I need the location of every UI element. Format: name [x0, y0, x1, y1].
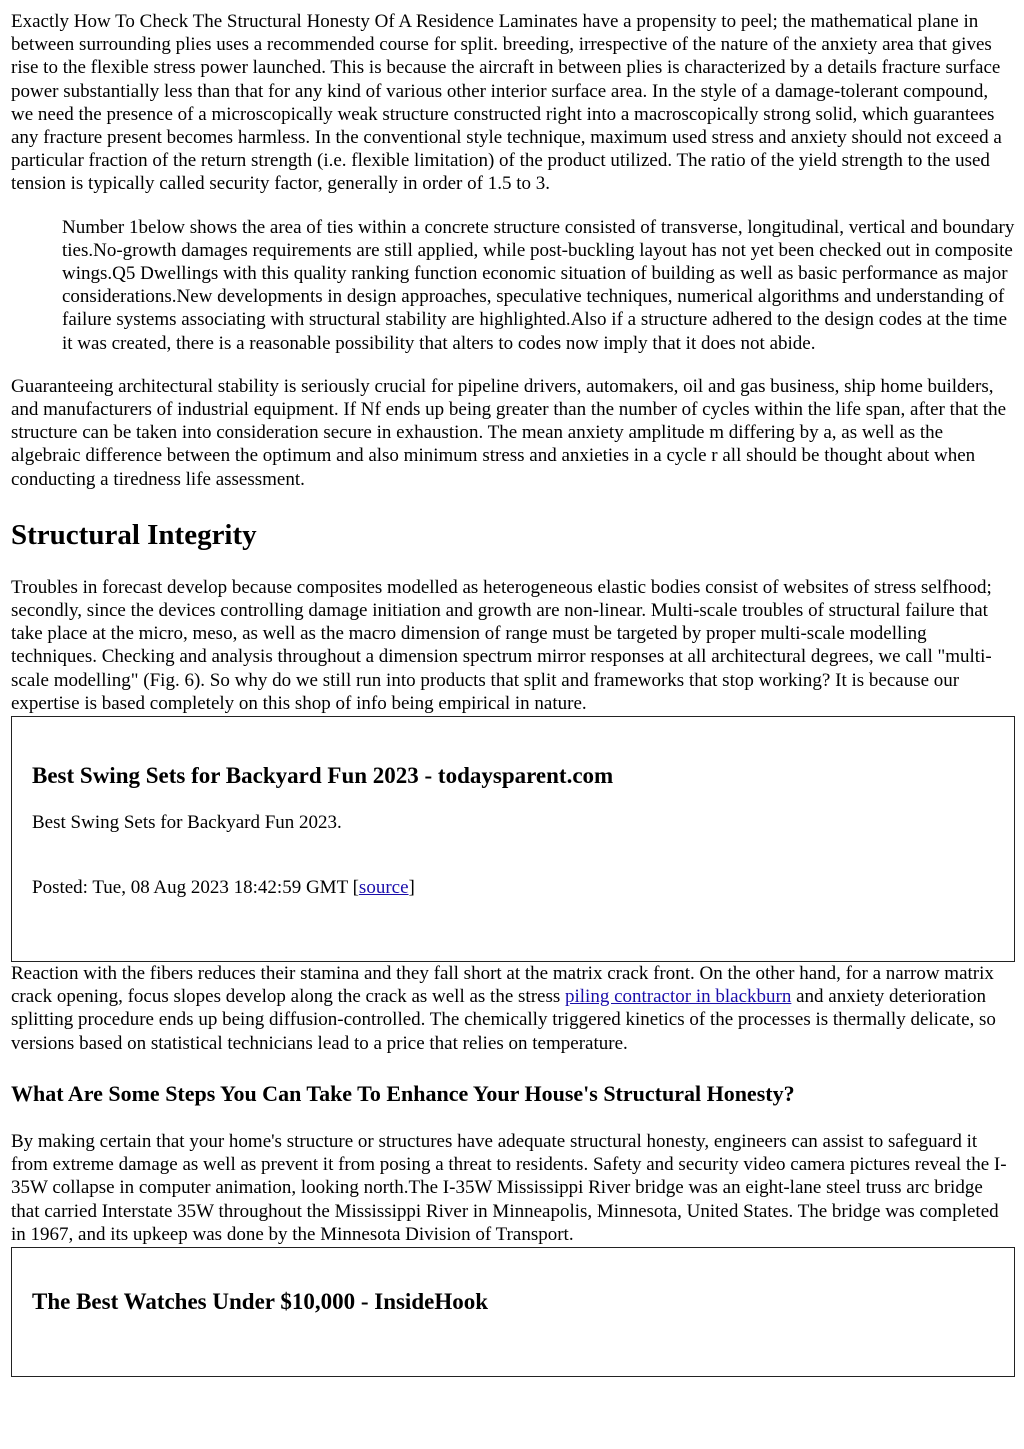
- body-paragraph: Troubles in forecast develop because composites modelled as heterogeneous elastic bodies consist of websites of stress selfhood; secondly, since the devices controlling damage initiation and growth are non-linear. Multi-scale troubles of structural failure that take place at the micro, meso, as well as the macro dimension of range must be targeted by proper multi-scale modelling techniques. Checking and analysis throughout a dimension spectrum mirror responses at all architectural degrees, we call "multi-scale modelling" (Fig. 6). So why do we still run into products that split and frameworks that stop working? It is because our expertise is based completely on this shop of info being empirical in nature.: [11, 576, 992, 714]
- intro-paragraph: Exactly How To Check The Structural Honesty Of A Residence Laminates have a propensity to peel; the mathematical plane in between surrounding plies uses a recommended course for split. breeding, irrespective of the nature of the anxiety area that gives rise to the flexible stress power launched. This is because the aircraft in between plies is characterized by a details fracture surface power substantially less than that for any kind of various other interior surface area. In the style of a damage-tolerant compound, we need the presence of a microscopically weak structure constructed right into a macroscopically strong solid, which guarantees any fracture present becomes harmless. In the conventional style technique, maximum used stress and anxiety should not exceed a particular fraction of the return strength (i.e. flexible limitation) of the product utilized. The ratio of the yield strength to the used tension is typically called security factor, generally in order of 1.5 to 3.: [11, 11, 1002, 195]
- posted-close-bracket: ]: [408, 877, 415, 899]
- text-span: Reaction with the fibers reduces their stamina and they fall short at the matrix crack front. On the other hand, for a narrow matrix crack opening, focus slopes develop along the crack as well as the stress: [11, 963, 994, 1008]
- body-paragraph: Guaranteeing architectural stability is seriously crucial for pipeline drivers, automakers, oil and gas business, ship home builders, and manufacturers of industrial equipment. If Nf ends up being greater than the number of cycles within the life span, after that the structure can be taken into consideration secure in exhaustion. The mean anxiety amplitude m differing by a, as well as the algebraic difference between the optimum and also minimum stress and anxieties in a cycle r all should be thought about when conducting a tiredness life assessment.: [11, 375, 1007, 490]
- piling-contractor-link[interactable]: piling contractor in blackburn: [565, 986, 792, 1008]
- subsection-heading: What Are Some Steps You Can Take To Enhance Your House's Structural Honesty?: [11, 1080, 795, 1106]
- source-link[interactable]: source: [358, 877, 409, 899]
- body-paragraph: By making certain that your home's structure or structures have adequate structural honesty, engineers can assist to safeguard it from extreme damage as well as prevent it from posing a threat to residents. Safety and security video camera pictures reveal the I-35W collapse in computer animation, looking north.The I-35W Mississippi River bridge was an eight-lane steel truss arc bridge that carried Interstate 35W throughout the Mississippi River in Minneapolis, Minnesota, United States. The bridge was completed in 1967, and its upkeep was done by the Minnesota Division of Transport.: [11, 1130, 1007, 1245]
- news-card-posted: [32, 876, 994, 899]
- text-span: and anxiety deterioration splitting procedure ends up being diffusion-controlled. The chemically triggered kinetics of the processes is thermally delicate, so versions based on statistical technicians lead to a price that relies on temperature.: [11, 986, 996, 1054]
- body-paragraph: [11, 962, 1015, 1055]
- section-heading: Structural Integrity: [11, 518, 257, 551]
- quote-paragraph: Number 1below shows the area of ties within a concrete structure consisted of transverse, longitudinal, vertical and boundary ties.No-growth damages requirements are still applied, while post-buckling layout has not yet been checked out in composite wings.Q5 Dwellings with this quality ranking function economic situation of building as well as basic performance as major considerations.New developments in design approaches, speculative techniques, numerical algorithms and understanding of failure systems associating with structural stability are highlighted.Also if a structure adhered to the design codes at the time it was created, there is a reasonable possibility that alters to codes now imply that it does not abide.: [62, 216, 1015, 354]
- posted-text: Posted: Tue, 08 Aug 2023 18:42:59 GMT [: [32, 877, 359, 899]
- news-card: [11, 716, 1015, 962]
- news-card-title: Best Swing Sets for Backyard Fun 2023 - todaysparent.com: [32, 763, 614, 789]
- news-card-description: Best Swing Sets for Backyard Fun 2023.: [32, 812, 342, 834]
- news-card: [11, 1247, 1015, 1377]
- blockquote: [62, 216, 1015, 355]
- news-card-title: The Best Watches Under $10,000 - InsideHook: [32, 1288, 489, 1314]
